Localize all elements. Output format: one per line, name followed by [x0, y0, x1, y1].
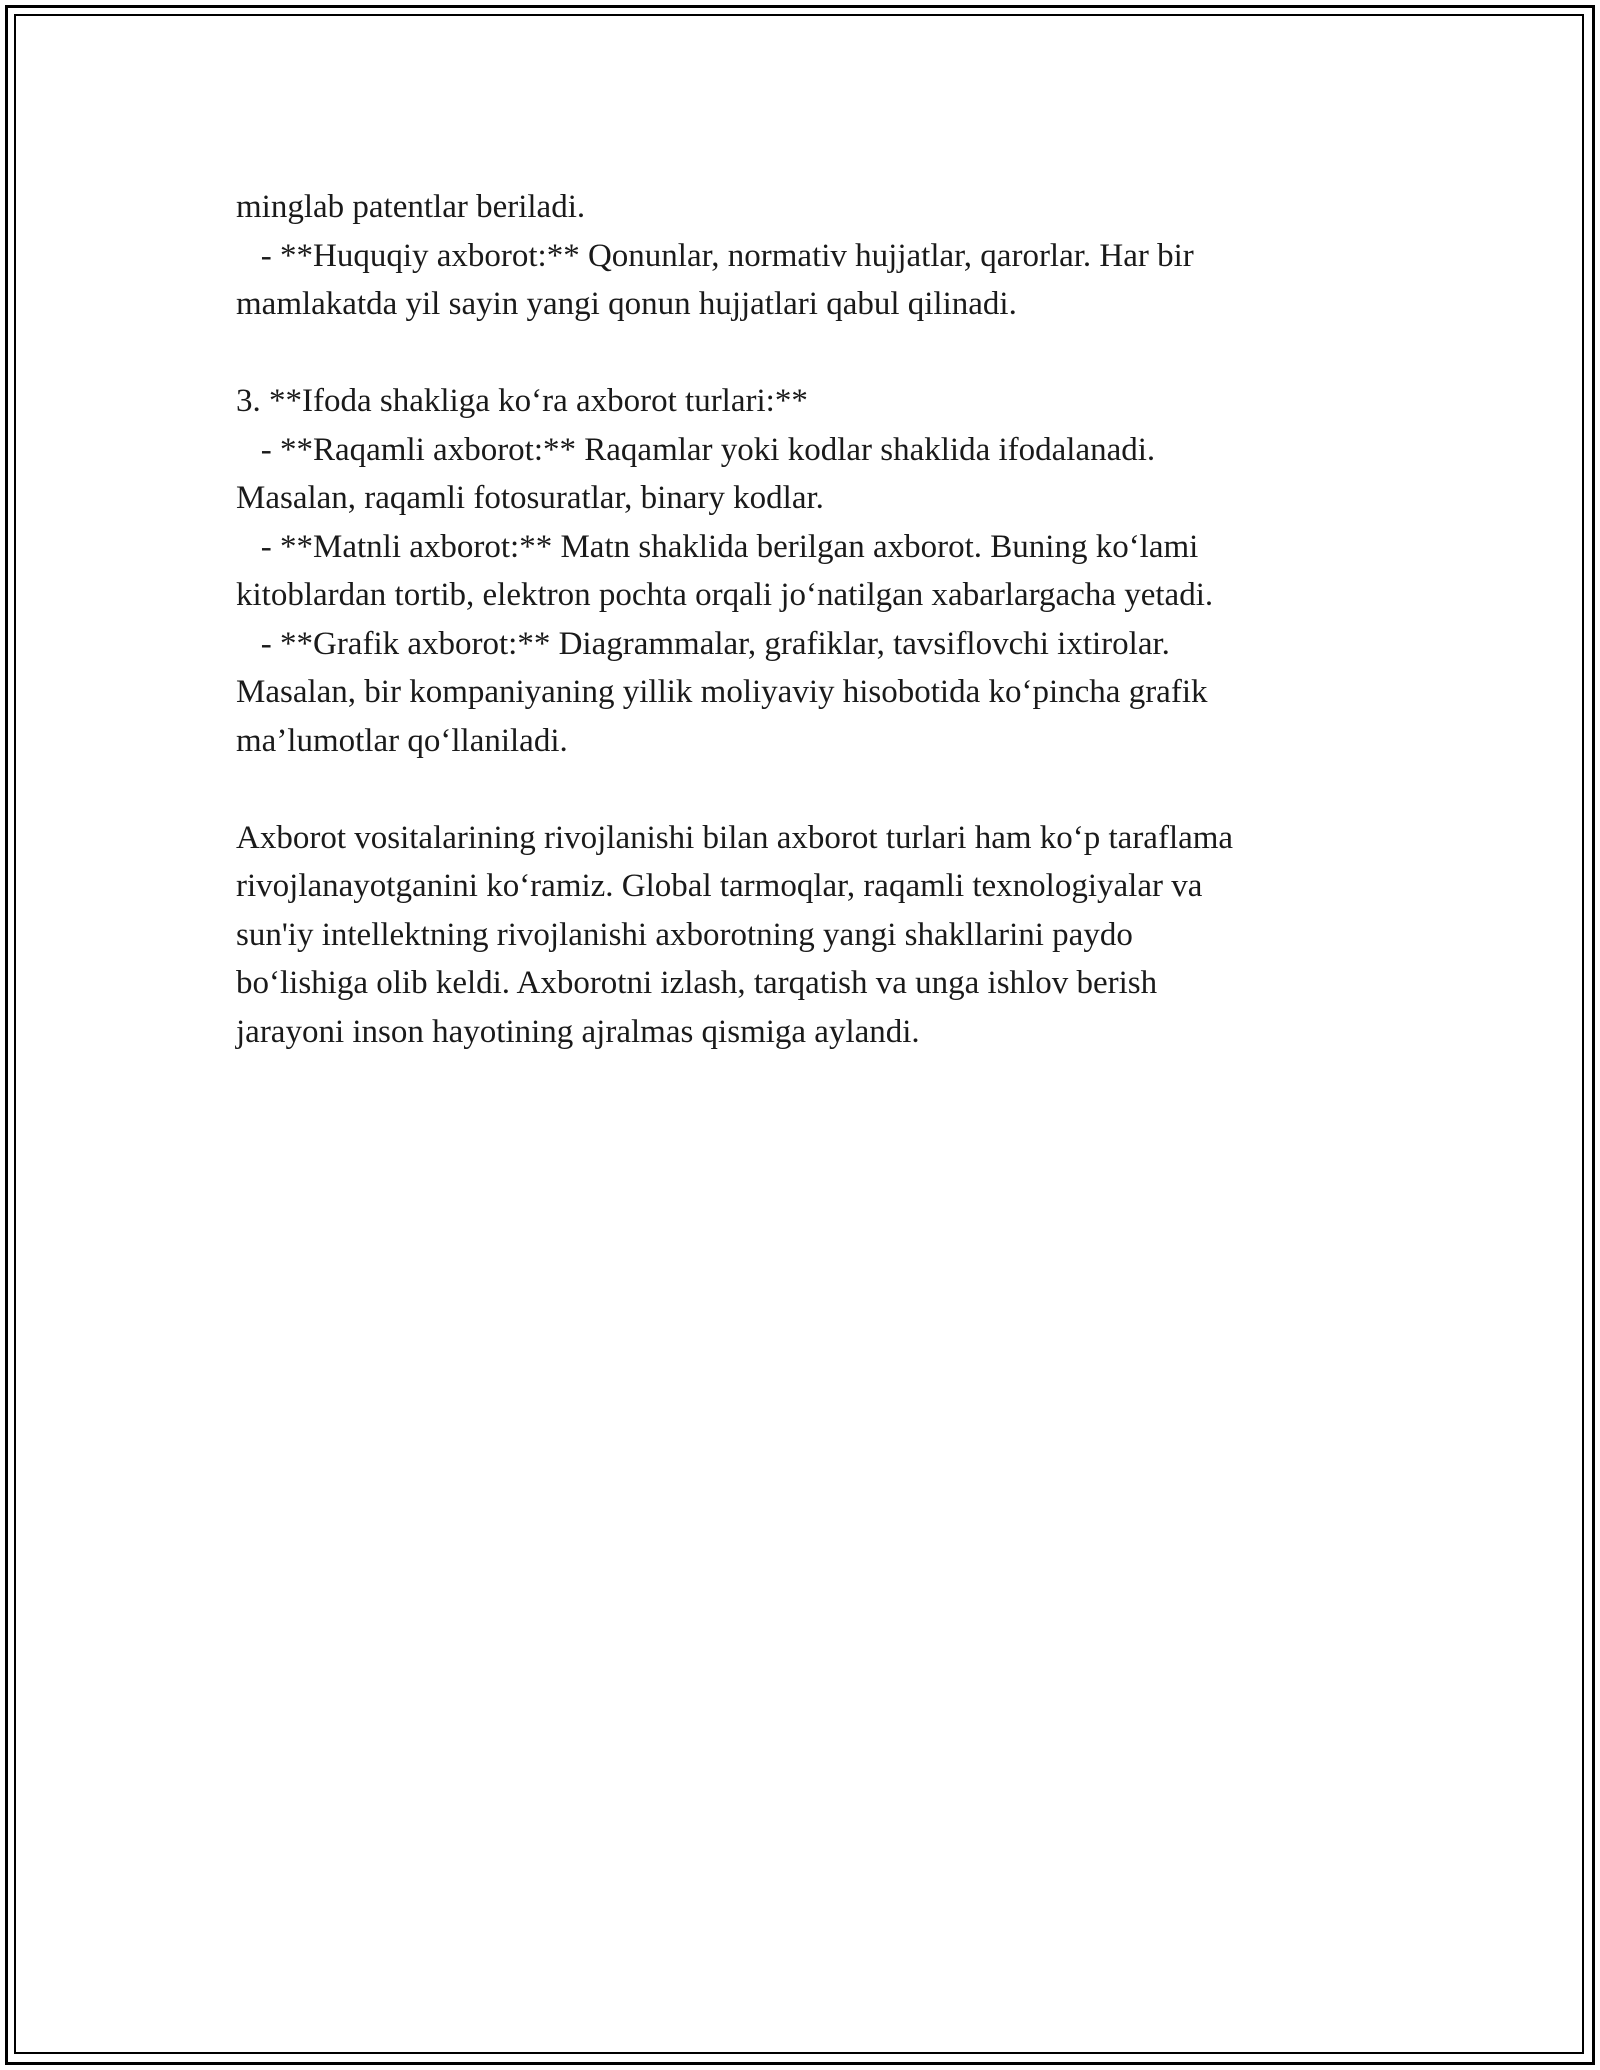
text-line: bo‘lishiga olib keldi. Axborotni izlash, tarqatish va unga ishlov berish [236, 965, 1158, 1001]
text-line: sun'iy intellektning rivojlanishi axborotning yangi shakllarini paydo [236, 916, 1133, 953]
paragraph-gap [236, 329, 1416, 378]
text-line: - **Raqamli axborot:** Raqamlar yoki kodlar shaklida ifodalanadi. [236, 431, 1156, 468]
document-body [236, 183, 1416, 1056]
text-line: Masalan, bir kompaniyaning yillik moliyaviy hisobotida ko‘pincha grafik [236, 674, 1208, 710]
text-line: - **Huquqiy axborot:** Qonunlar, normativ hujjatlar, qarorlar. Har bir [236, 237, 1194, 274]
text-line: - **Matnli axborot:** Matn shaklida berilgan axborot. Buning ko‘lami [236, 528, 1199, 565]
paragraph-gap [236, 765, 1416, 814]
text-line: rivojlanayotganini ko‘ramiz. Global tarmoqlar, raqamli texnologiyalar va [236, 868, 1203, 904]
text-line: 3. **Ifoda shakliga ko‘ra axborot turlari:** [236, 383, 808, 419]
text-line: kitoblardan tortib, elektron pochta orqali jo‘natilgan xabarlargacha yetadi. [236, 577, 1214, 613]
text-line: minglab patentlar beriladi. [236, 189, 586, 225]
text-line: - **Grafik axborot:** Diagrammalar, grafiklar, tavsiflovchi ixtirolar. [236, 625, 1170, 662]
text-line: Axborot vositalarining rivojlanishi bilan axborot turlari ham ko‘p taraflama [236, 819, 1234, 856]
text-line: ma’lumotlar qo‘llaniladi. [236, 722, 568, 759]
text-line: jarayoni inson hayotining ajralmas qismiga aylandi. [236, 1013, 920, 1050]
text-line: Masalan, raqamli fotosuratlar, binary kodlar. [236, 480, 824, 516]
text-line: mamlakatda yil sayin yangi qonun hujjatlari qabul qilinadi. [236, 286, 1017, 322]
